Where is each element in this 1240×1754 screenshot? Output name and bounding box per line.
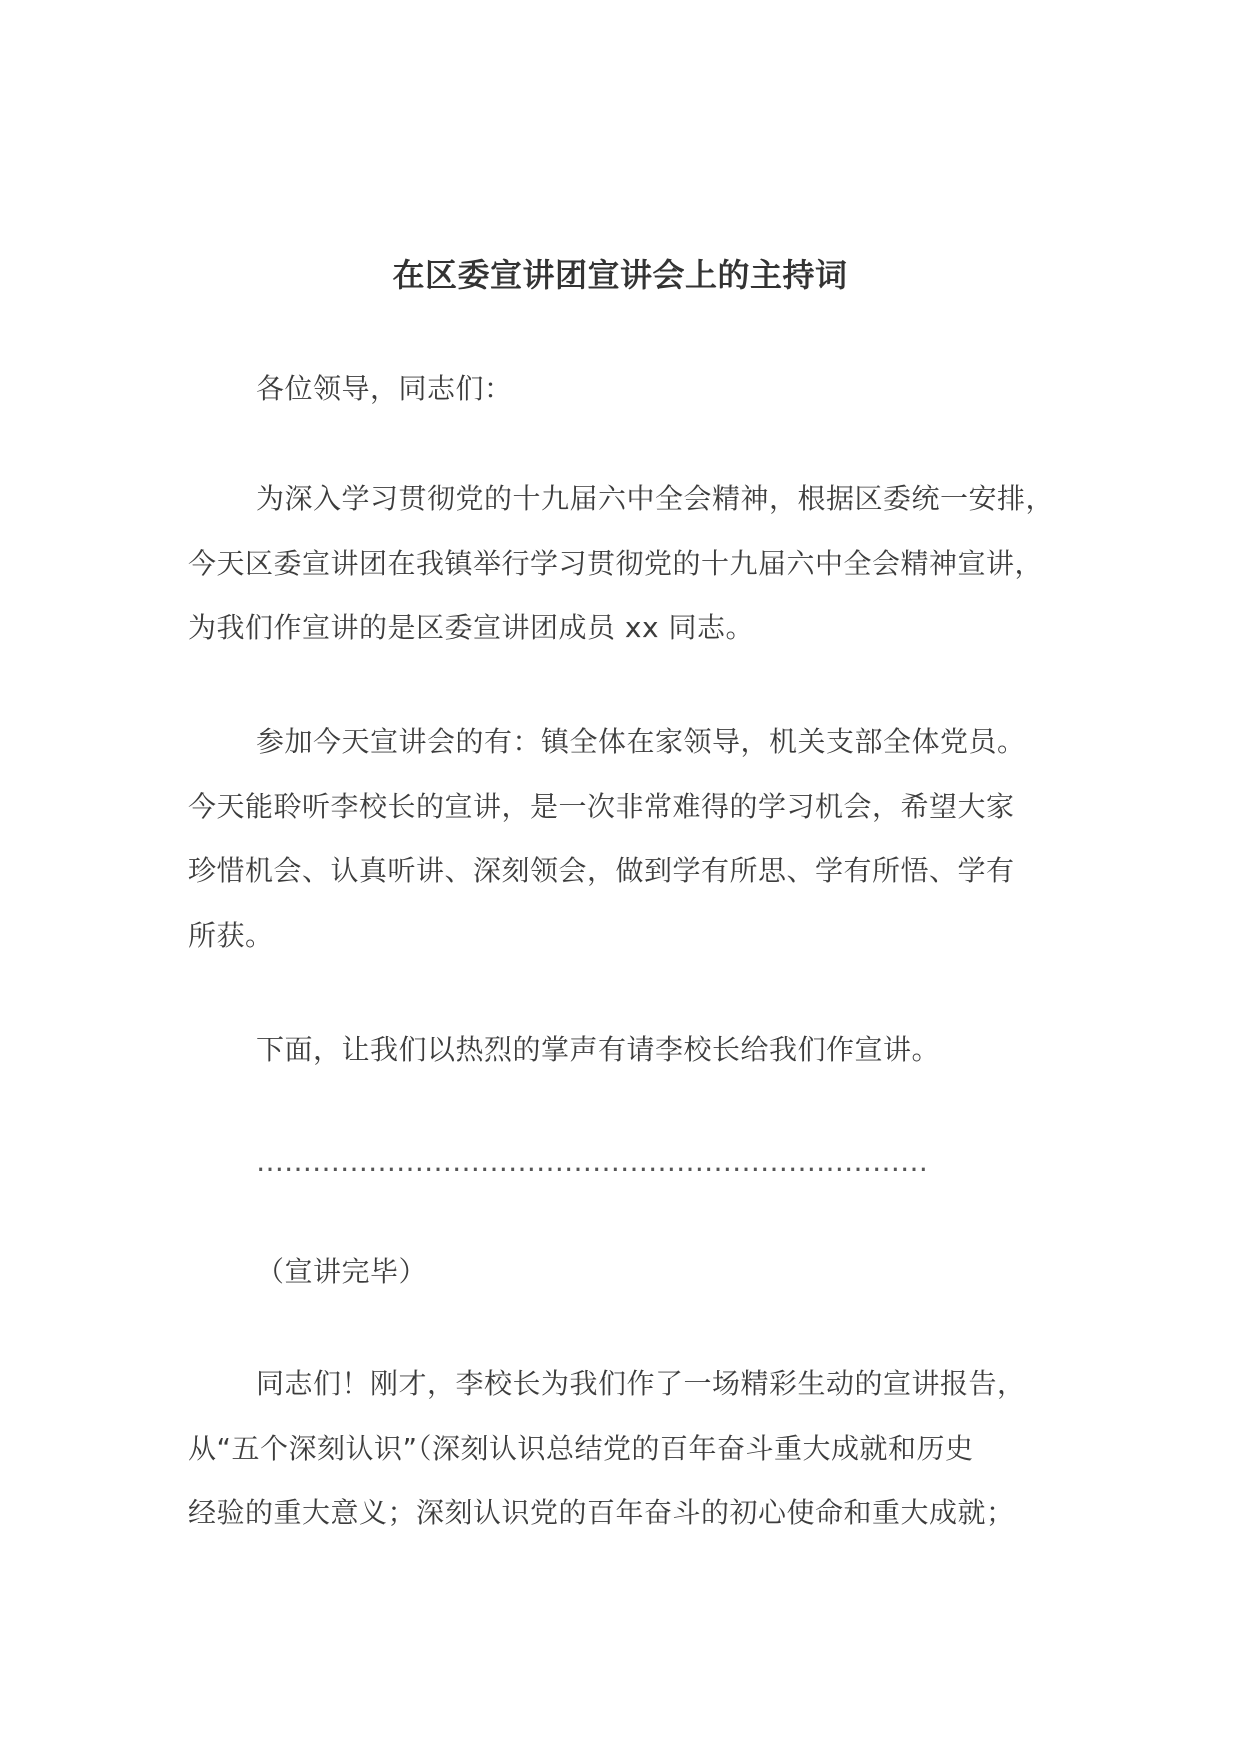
finished-text: （宣讲完毕） [256,1255,428,1288]
next-text: 下面，让我们以热烈的掌声有请李校长给我们作宣讲。 [256,1033,941,1066]
intro-paragraph [188,467,1088,661]
finished-paragraph [188,1240,1088,1305]
attendance-line-1: 参加今天宣讲会的有：镇全体在家领导，机关支部全体党员。 [256,725,1026,758]
closing-line-2: 从“五个深刻认识”（深刻认识总结党的百年奋斗重大成就和历史 [188,1431,974,1465]
salutation-text: 各位领导，同志们： [256,372,513,405]
closing-line-3: 经验的重大意义；深刻认识党的百年奋斗的初心使命和重大成就； [188,1496,1015,1529]
salutation-paragraph [188,357,1088,422]
attendance-paragraph [188,710,1088,968]
ellipsis-text: ……………………………………………………………… [256,1145,928,1178]
document-title: 在区委宣讲团宣讲会上的主持词 [392,256,848,294]
closing-paragraph [188,1352,1088,1546]
intro-line-2: 今天区委宣讲团在我镇举行学习贯彻党的十九届六中全会精神宣讲， [188,546,1044,580]
attendance-line-3: 珍惜机会、认真听讲、深刻领会，做到学有所思、学有所悟、学有 [188,854,1015,887]
ellipsis-paragraph [188,1130,1088,1195]
attendance-line-4: 所获。 [188,918,274,952]
next-paragraph [188,1018,1088,1083]
intro-line-3: 为我们作宣讲的是区委宣讲团成员 xx 同志。 [188,611,754,644]
intro-line-1: 为深入学习贯彻党的十九届六中全会精神，根据区委统一安排， [256,482,1055,515]
closing-line-1: 同志们！刚才，李校长为我们作了一场精彩生动的宣讲报告， [256,1367,1026,1400]
attendance-line-2: 今天能聆听李校长的宣讲，是一次非常难得的学习机会，希望大家 [188,789,1015,823]
